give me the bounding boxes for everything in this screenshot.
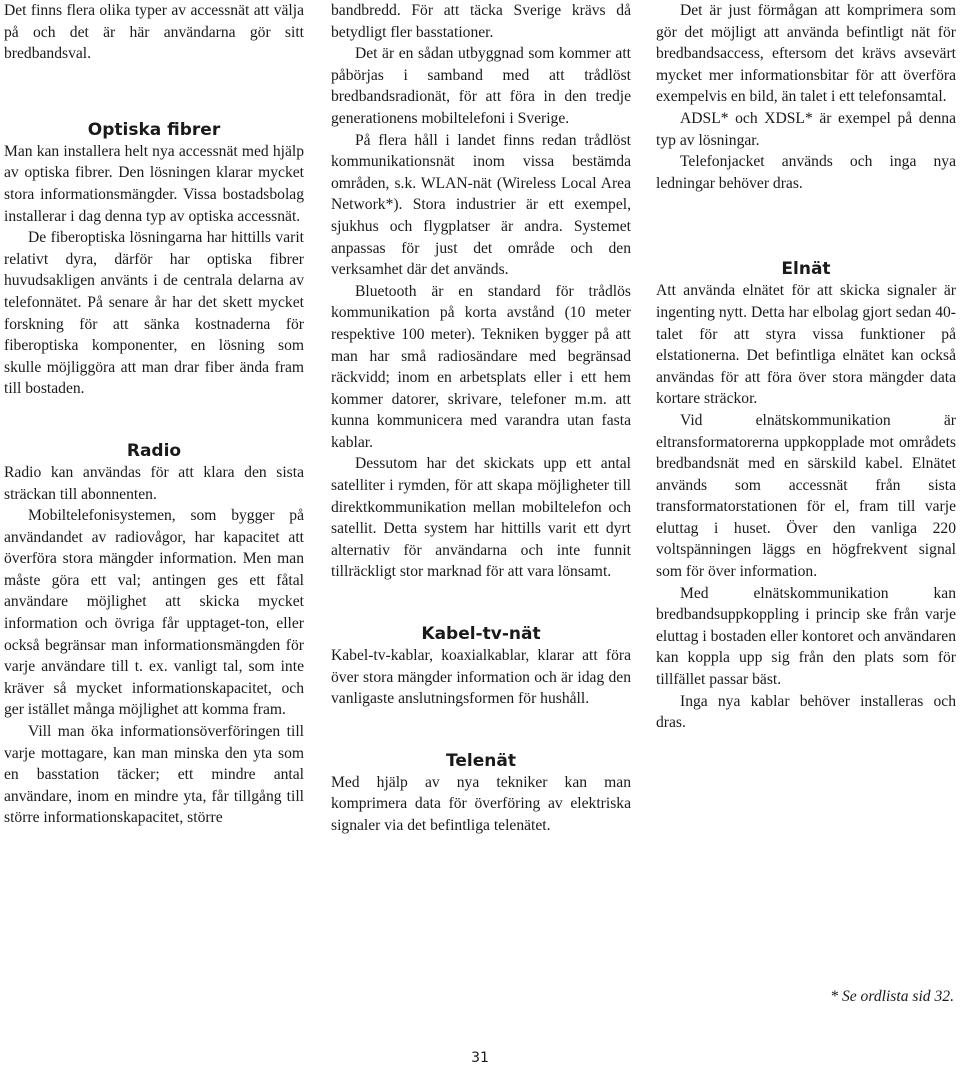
heading-elnat: Elnät [781, 259, 831, 280]
intro-paragraph: Det finns flera olika typer av accessnät att välja på och det är här användarna gör sitt bredbandsval. [4, 2, 304, 63]
column-right [656, 0, 956, 734]
heading-kabel-tv-nat: Kabel-tv-nät [421, 624, 541, 645]
page-number: 31 [471, 1050, 489, 1066]
heading-radio: Radio [126, 440, 182, 461]
elnat-paragraph-2: Vid elnätskommunikation är eltransformatorerna uppkopplade mot områdets bredbandsnät med en särskild kabel. Elnätet används som accessnät från sista transformatorstationen för el, fram till varje eluttag i huset. Över den vanliga 220 voltspänningen läggs en högfrekvent signal som för över information. [656, 411, 956, 581]
compress-paragraph: Det är just förmågan att komprimera som gör det möjligt att använda befintligt nät för bredbandsaccess, eftersom det krävs avsevärt mycket mer informationsbitar för att överföra exempelvis en bild, än talet i ett telefonsamtal. [656, 2, 956, 106]
satellite-paragraph: Dessutom har det skickats upp ett antal satelliter i rymden, för att skapa möjligheter till direktkommunikation mellan mobiltelefon och satellit. Detta system har hittills varit ett dyrt alternativ för användarna och inte funnit tillräckligt stor marknad för att vara lönsamt. [331, 455, 631, 581]
fiber-paragraph-2: De fiberoptiska lösningarna har hittills varit relativt dyra, därför har optiska fibrer huvudsakligen använts i de centrala delarna av telefonnätet. På senare år har det skett mycket forskning för att sänka kostnaderna för fiberoptiska komponenter, en lösning som skulle möjliggöra att man drar fiber ända fram till bostaden. [4, 229, 304, 398]
kabel-paragraph: Kabel-tv-kablar, koaxialkablar, klarar att föra över stora mängder information och är idag den vanligaste anslutningsformen för hushåll. [331, 647, 631, 708]
radio-paragraph-1: Radio kan användas för att klara den sista sträckan till abonnenten. [4, 463, 304, 503]
radio-paragraph-3: Vill man öka informationsöverföringen till varje mottagare, kan man minska den yta som en basstation täcker; ett mindre antal användare, inom en mindre yta, får tillgång till större informationskapacitet, större [4, 723, 304, 827]
heading-optiska-fibrer: Optiska fibrer [87, 119, 221, 140]
radio-paragraph-4: Det är en sådan utbyggnad som kommer att påbörjas i samband med att trådlöst bredbandsradionät, för att föra in den tredje generationens mobiltelefoni i Sverige. [331, 45, 631, 127]
heading-telenat: Telenät [446, 750, 516, 771]
bluetooth-paragraph: Bluetooth är en standard för trådlös kommunikation på korta avstånd (10 meter respektive 100 meter). Tekniken bygger på att man har små radiosändare med begränsad räckvidd; inom en arbetsplats eller i ett hem kommer datorer, skrivare, telefoner m.m. att kunna kommunicera med varandra utan fasta kablar. [331, 282, 631, 451]
elnat-paragraph-3: Med elnätskommunikation kan bredbandsuppkoppling i princip ske från varje eluttag i bostaden eller kontoret och användaren kan koppla upp sig från den plats som för tillfället passar bäst. [656, 584, 956, 689]
elnat-paragraph-1: Att använda elnätet för att skicka signaler är ingenting nytt. Detta har elbolag gjort sedan 40-talet för att styra vissa funktioner på elstationerna. Det befintliga elnätet kan också användas för att föra över stora mängder data kortare sträckor. [656, 282, 956, 408]
radio-paragraph-2: Mobiltelefonisystemen, som bygger på användandet av radiovågor, har kapacitet att överföra stora mängder information. Men man måste göra ett val; antingen ges ett fåtal användare möjlighet att skicka mycket information och övriga får upptaget-ton, eller också begränsar man informationsmängden för varje användare till t. ex. vanligt tal, som inte kräver så mycket informationskapacitet, och ger istället många möjlighet att komma fram. [4, 507, 304, 719]
column-middle [331, 0, 631, 837]
elnat-paragraph-4: Inga nya kablar behöver installeras och dras. [656, 692, 956, 732]
radio-continuation: bandbredd. För att täcka Sverige krävs då betydligt fler basstationer. [331, 2, 631, 41]
footnote: * Se ordlista sid 32. [830, 988, 954, 1005]
wlan-paragraph: På flera håll i landet finns redan trådlöst kommunikationsnät inom vissa bestämda områden, s.k. WLAN-nät (Wireless Local Area Network*). Stora industrier är ett exempel, sjukhus och flygplatser är andra. Systemet anpassas för just det område och den verksamhet där det används. [331, 131, 631, 279]
telenat-paragraph: Med hjälp av nya tekniker kan man komprimera data för överföring av elektriska signaler via det befintliga telenätet. [331, 773, 631, 834]
column-left [4, 0, 304, 829]
telefonjack-paragraph: Telefonjacket används och inga nya ledningar behöver dras. [656, 153, 956, 192]
adsl-paragraph: ADSL* och XDSL* är exempel på denna typ av lösningar. [656, 109, 956, 149]
fiber-paragraph-1: Man kan installera helt nya accessnät med hjälp av optiska fibrer. Den lösningen klarar mycket stora informationsmängder. Vissa bostadsbolag installerar i dag denna typ av optiska accessnät. [4, 142, 304, 225]
